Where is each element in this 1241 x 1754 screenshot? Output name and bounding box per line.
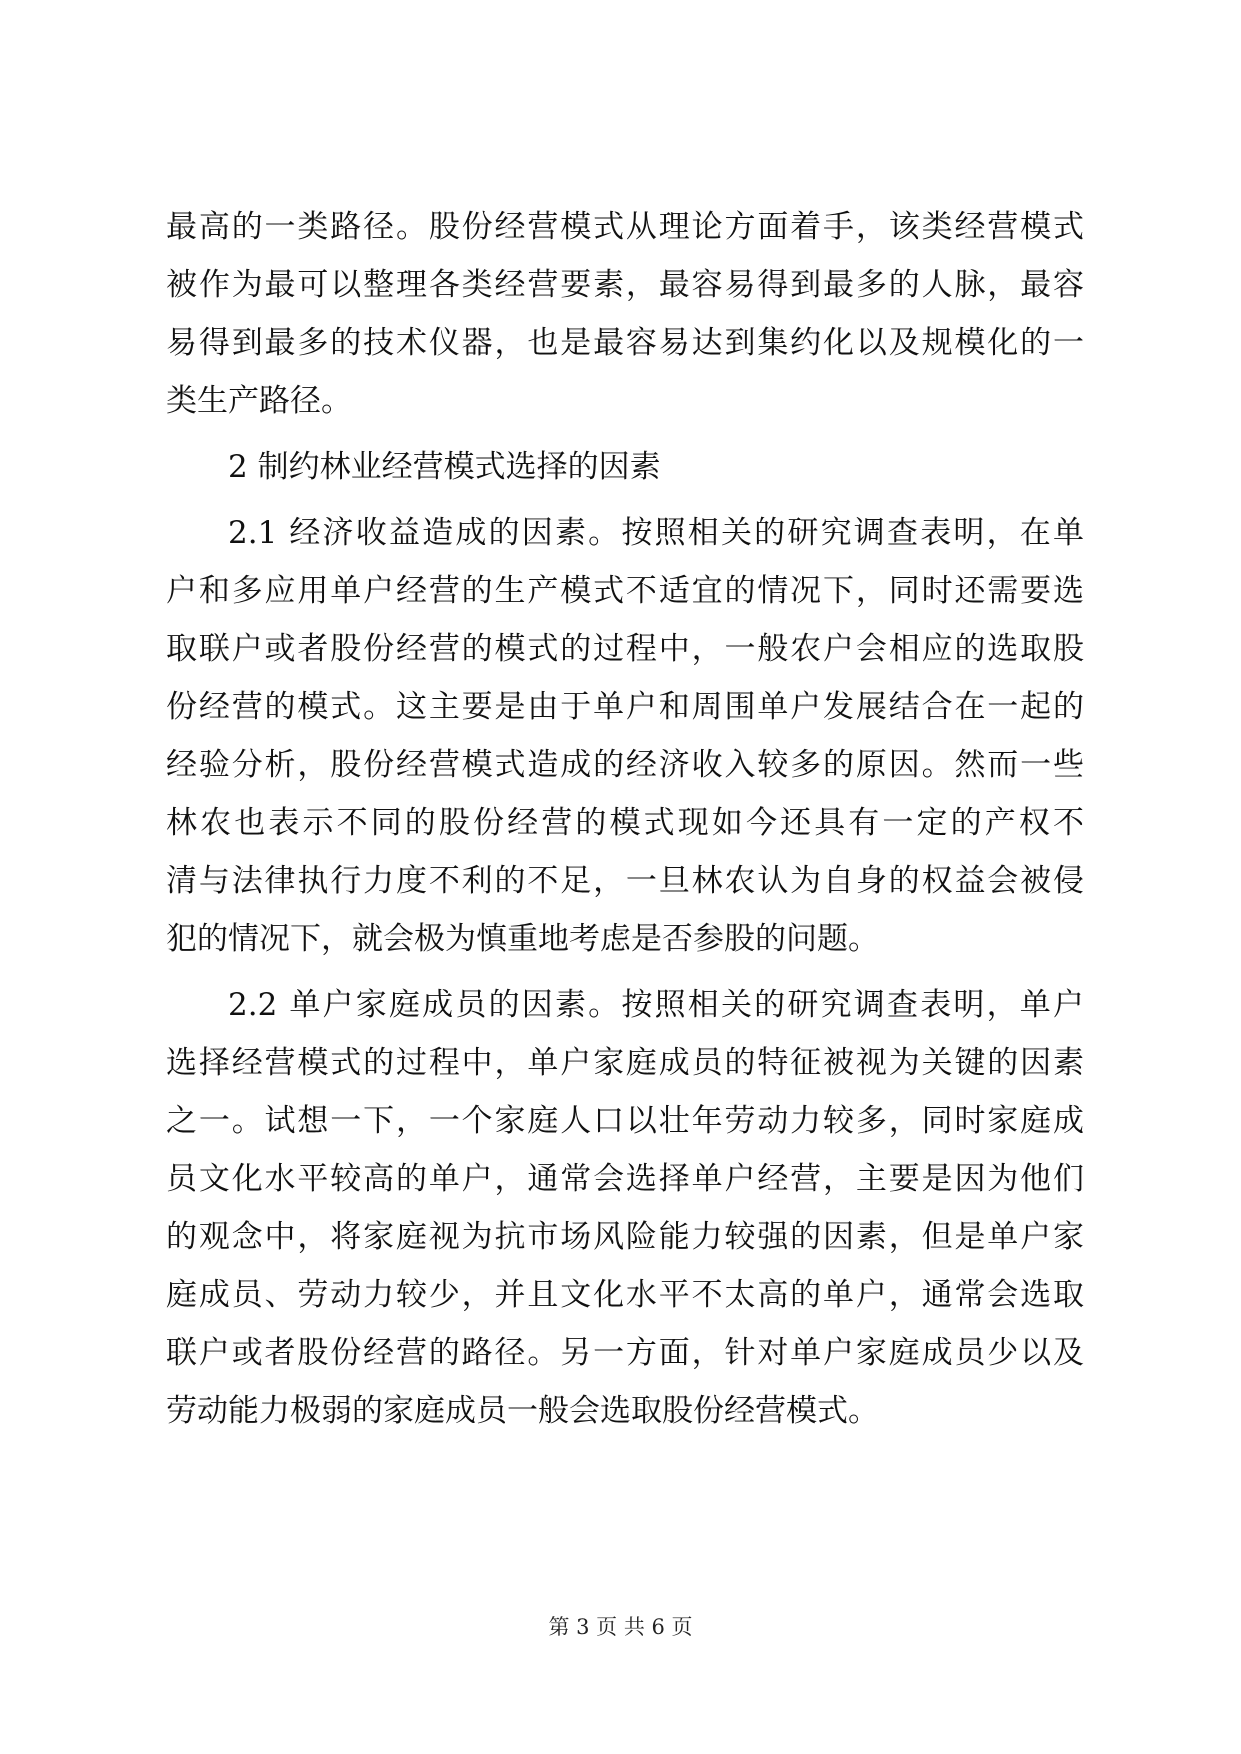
text-line: 林农也表示不同的股份经营的模式现如今还具有一定的产权不 [166, 805, 1084, 841]
text-line: 易得到最多的技术仪器，也是最容易达到集约化以及规模化的一 [166, 325, 1084, 361]
text-line: 取联户或者股份经营的模式的过程中，一般农户会相应的选取股 [166, 631, 1084, 667]
text-line: 犯的情况下，就会极为慎重地考虑是否参股的问题。 [166, 921, 879, 957]
text-line: 份经营的模式。这主要是由于单户和周围单户发展结合在一起的 [166, 689, 1084, 725]
text-line: 2.2 单户家庭成员的因素。按照相关的研究调查表明，单户 [228, 987, 1084, 1023]
text-line: 经验分析，股份经营模式造成的经济收入较多的原因。然而一些 [166, 747, 1084, 783]
text-line: 选择经营模式的过程中，单户家庭成员的特征被视为关键的因素 [166, 1045, 1084, 1081]
text-line: 最高的一类路径。股份经营模式从理论方面着手，该类经营模式 [166, 209, 1084, 245]
text-line: 的观念中，将家庭视为抗市场风险能力较强的因素，但是单户家 [166, 1219, 1084, 1255]
section-heading: 2 制约林业经营模式选择的因素 [228, 449, 661, 485]
text-line: 2.1 经济收益造成的因素。按照相关的研究调查表明，在单 [228, 515, 1084, 551]
paragraph-continuation [166, 198, 1084, 430]
text-line: 户和多应用单户经营的生产模式不适宜的情况下，同时还需要选 [166, 573, 1084, 609]
paragraph-2-1 [166, 504, 1084, 968]
text-line: 被作为最可以整理各类经营要素，最容易得到最多的人脉，最容 [166, 267, 1084, 303]
page-number: 第 3 页 共 6 页 [548, 1615, 693, 1639]
text-line: 庭成员、劳动力较少，并且文化水平不太高的单户，通常会选取 [166, 1277, 1084, 1313]
text-line: 类生产路径。 [166, 383, 352, 419]
document-body [166, 198, 1084, 1440]
paragraph-2-2 [166, 976, 1084, 1440]
text-line: 劳动能力极弱的家庭成员一般会选取股份经营模式。 [166, 1393, 879, 1429]
text-line: 联户或者股份经营的路径。另一方面，针对单户家庭成员少以及 [166, 1335, 1084, 1371]
text-line: 员文化水平较高的单户，通常会选择单户经营，主要是因为他们 [166, 1161, 1084, 1197]
text-line: 清与法律执行力度不利的不足，一旦林农认为自身的权益会被侵 [166, 863, 1084, 899]
text-line: 之一。试想一下，一个家庭人口以壮年劳动力较多，同时家庭成 [166, 1103, 1084, 1139]
